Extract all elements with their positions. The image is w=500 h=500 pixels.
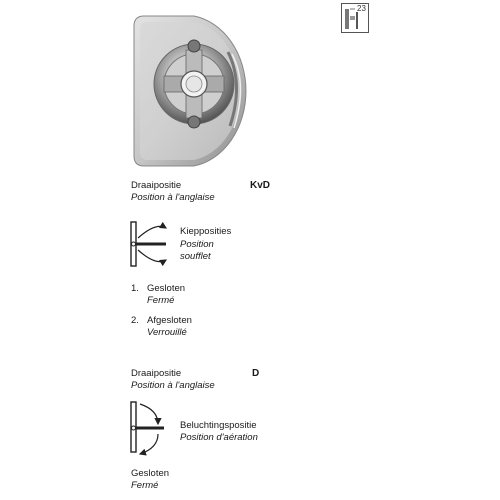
item-1-nl: Gesloten bbox=[147, 283, 186, 294]
tilt-label: Kiepposities bbox=[180, 226, 232, 237]
item-1-fr: Fermé bbox=[147, 295, 175, 306]
tilt-turn-handle-diagram bbox=[124, 216, 180, 276]
section2-code: D bbox=[252, 368, 260, 379]
section1-heading: Draaipositie bbox=[131, 180, 182, 191]
section2-heading: Draaipositie bbox=[131, 368, 182, 379]
section1-code: KvD bbox=[250, 180, 271, 191]
tilt-label-fr-1: Position bbox=[180, 239, 214, 250]
item-2-number: 2. bbox=[131, 315, 139, 326]
rosette-cylinder-image bbox=[124, 8, 264, 170]
section2-heading-fr: Position à l'anglaise bbox=[131, 380, 215, 391]
tilt-label-fr-2: soufflet bbox=[180, 251, 211, 262]
closed-label-fr: Fermé bbox=[131, 480, 159, 491]
section1-heading-fr: Position à l'anglaise bbox=[131, 192, 215, 203]
mounting-depth-number: 23 bbox=[357, 4, 366, 13]
vent-label-fr: Position d'aération bbox=[180, 432, 258, 443]
vent-handle-diagram bbox=[124, 396, 180, 460]
item-1-number: 1. bbox=[131, 283, 139, 294]
closed-label-nl: Gesloten bbox=[131, 468, 170, 479]
item-2-nl: Afgesloten bbox=[147, 315, 192, 326]
vent-label: Beluchtingspositie bbox=[180, 420, 257, 431]
item-2-fr: Verrouillé bbox=[147, 327, 187, 338]
